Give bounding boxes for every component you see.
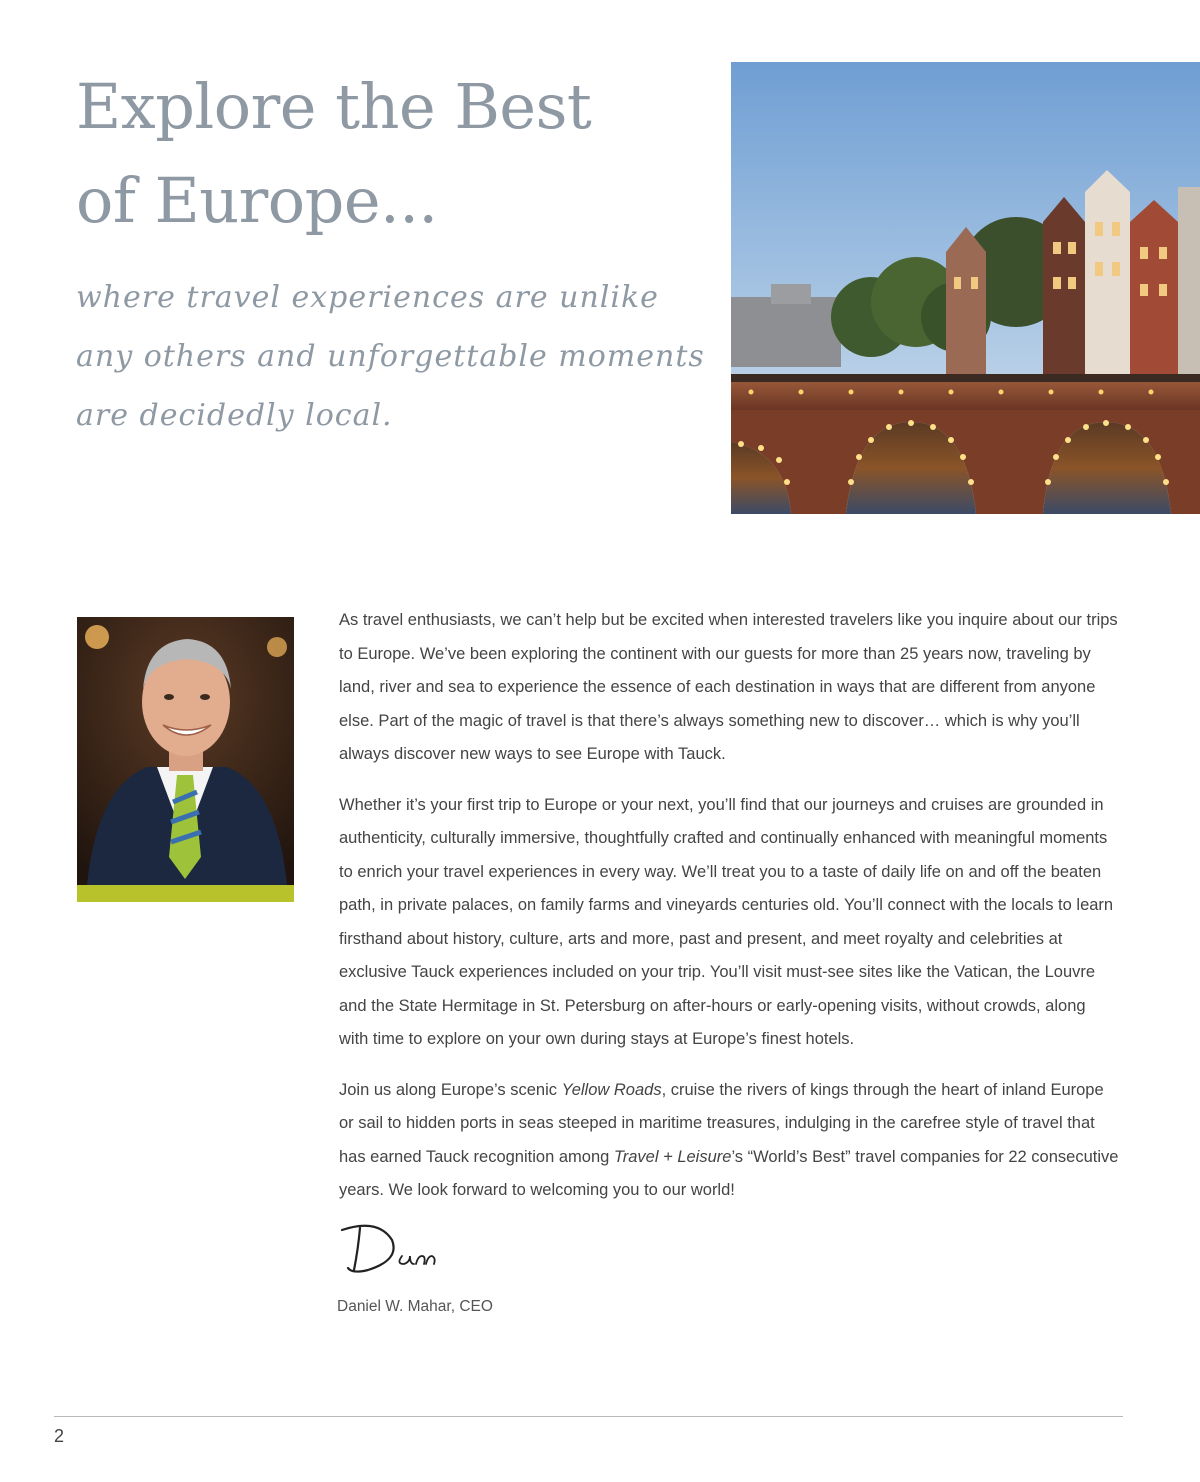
page-number: 2 xyxy=(54,1426,65,1446)
letter-paragraph-2: Whether it’s your first trip to Europe or your next, you’ll find that our journeys and cruises are grounded in authenticity, culturally immersive, thoughtfully crafted and continually enhanced with meaningful moments to enrich your travel experiences in every way. We’ll treat you to a taste of daily life on and off the beaten path, in private palaces, on family farms and vineyards centuries old. You’ll connect with the locals to learn firsthand about history, culture, arts and more, past and present, and meet royalty and celebrities at exclusive Tauck experiences included on your trip. You’ll visit must-see sites like the Vatican, the Louvre and the State Hermitage in St. Petersburg on after-hours or early-opening visits, without crowds, along with time to explore on your own during stays at Europe’s finest hotels. xyxy=(339,795,1114,1048)
signature-illustration xyxy=(338,1218,448,1280)
page-title-line-1: Explore the Best xyxy=(76,70,592,143)
letter-paragraph-3 xyxy=(339,1074,1119,1208)
footer-divider xyxy=(54,1416,1123,1417)
page-title xyxy=(76,60,696,248)
ceo-portrait-photo xyxy=(77,617,294,902)
ceo-signature xyxy=(338,1218,448,1280)
subtitle-line-1: where travel experiences are unlike xyxy=(76,280,659,315)
yellow-roads-text: Yellow Roads xyxy=(561,1080,662,1099)
letter-paragraph-1: As travel enthusiasts, we can’t help but be excited when interested travelers like you inquire about our trips to Europe. We’ve been exploring the continent with our guests for more than 25 years now, traveling by land, river and sea to experience the essence of each destination in ways that are different from anyone else. Part of the magic of travel is that there’s always something new to discover… which is why you’ll always discover new ways to see Europe with Tauck. xyxy=(339,611,1118,763)
letter-paragraph-3-part-2: , cruise the rivers of kings through the heart of inland Europe or sail to hidden ports in seas steeped in maritime treasures, indulging in the carefree style of travel that has earned Tauck recognition among xyxy=(339,1080,1104,1166)
amsterdam-canal-photo xyxy=(731,62,1200,514)
ceo-letter xyxy=(339,604,1119,1225)
signer-name: Daniel W. Mahar, CEO xyxy=(337,1298,493,1315)
ceo-portrait-illustration xyxy=(77,617,294,902)
canal-bridge-illustration xyxy=(731,62,1200,514)
subtitle-line-3: are decidedly local. xyxy=(76,398,393,433)
page-subtitle xyxy=(76,268,705,445)
letter-paragraph-3-part-1: Join us along Europe’s scenic xyxy=(339,1080,562,1099)
page-title-line-2: of Europe... xyxy=(76,164,438,237)
travel-leisure-text: Travel + Leisure xyxy=(613,1147,732,1166)
letter-paragraph-3-part-3: ’s “World’s Best” travel companies for 22 consecutive years. We look forward to welcoming you to our world! xyxy=(339,1147,1119,1199)
subtitle-line-2: any others and unforgettable moments xyxy=(76,339,705,374)
